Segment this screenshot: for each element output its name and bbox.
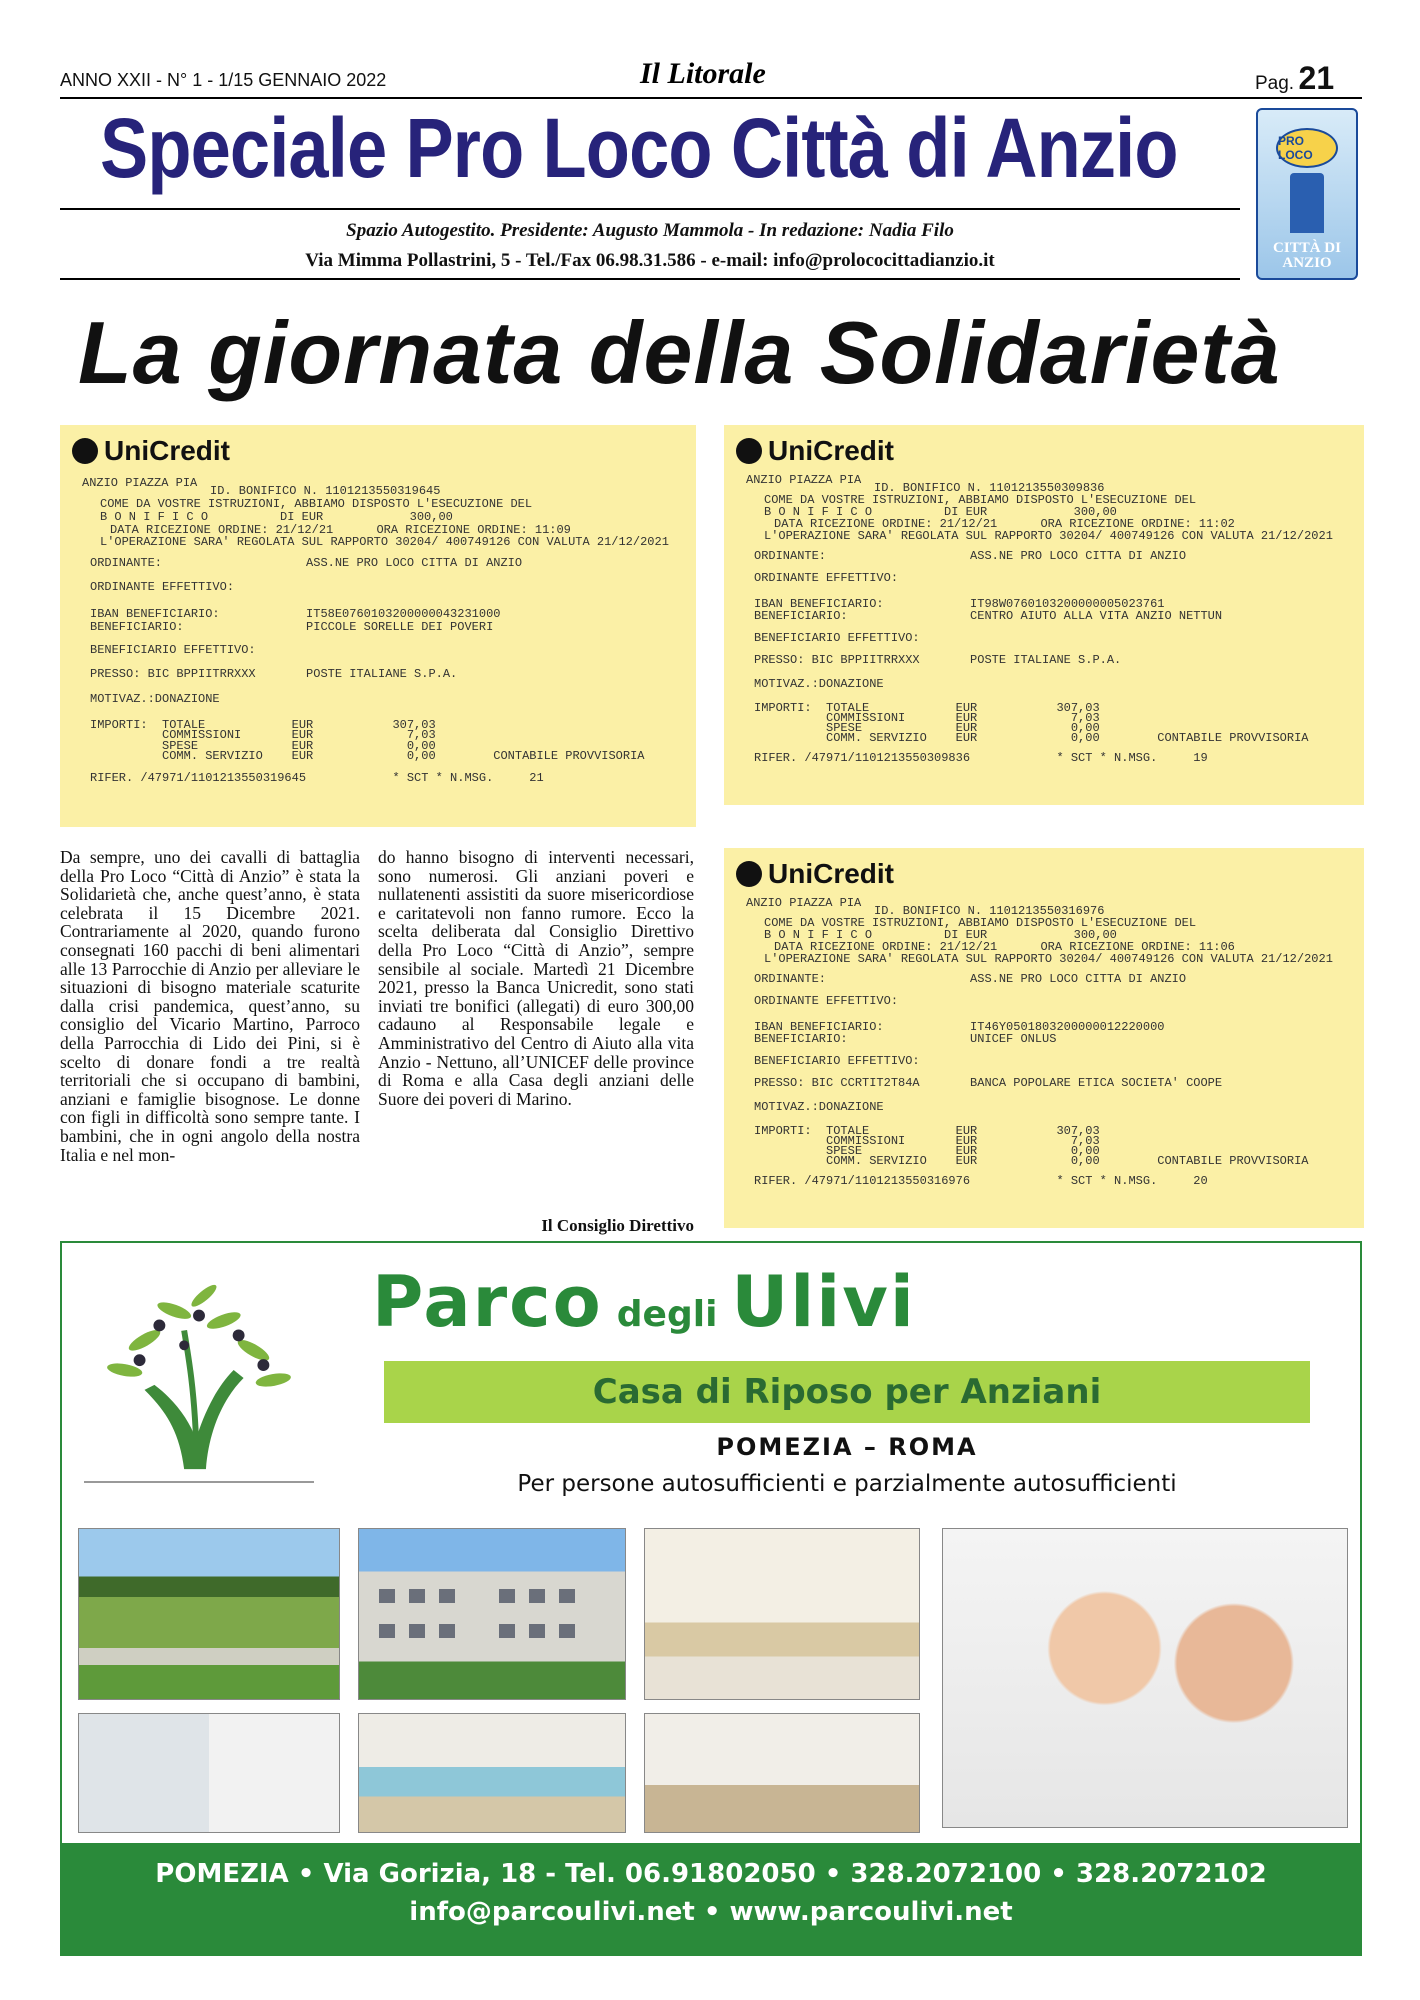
bank-receipt: [724, 425, 1364, 805]
receipt-line-imp3: SPESE EUR 0,00: [754, 1144, 1100, 1158]
elderly-couple-photo: [942, 1528, 1348, 1828]
receipt-line-id-line: ID. BONIFICO N. 1101213550316976: [874, 904, 1105, 918]
receipt-line-benef: BENEFICIARIO: CENTRO AIUTO ALLA VITA ANZIO NETTUN: [754, 609, 1223, 623]
ad-brand-part3: Ulivi: [731, 1261, 916, 1343]
bank-name: UniCredit: [768, 858, 894, 889]
receipt-line-instr2: B O N I F I C O DI EUR 300,00: [764, 928, 1117, 942]
receipt-line-presso: PRESSO: BIC BPPIITRRXXX POSTE ITALIANE S.P.A.: [754, 653, 1122, 667]
receipt-line-instr2: B O N I F I C O DI EUR 300,00: [764, 505, 1117, 519]
receipt-line-rifer: RIFER. /47971/1101213550319645 * SCT * N.MSG. 21: [90, 770, 544, 785]
receipt-line-imp3: SPESE EUR 0,00: [754, 721, 1100, 735]
credits-line: Spazio Autogestito. Presidente: Augusto Mammola - In redazione: Nadia Filo: [346, 220, 954, 241]
garden-photo: [78, 1528, 340, 1700]
ad-brand-part2: degli: [616, 1294, 718, 1335]
page-number: [1255, 60, 1334, 97]
unicredit-logo: [72, 435, 230, 467]
receipt-line-settle: L'OPERAZIONE SARA' REGOLATA SUL RAPPORTO 30204/ 400749126 CON VALUTA 21/12/2021: [764, 529, 1333, 543]
receipt-line-id-line: ID. BONIFICO N. 1101213550309836: [874, 481, 1105, 495]
ad-contacts: POMEZIA • Via Gorizia, 18 - Tel. 06.91802050 • 328.2072100 • 328.2072102: [155, 1859, 1267, 1889]
receipt-line-instr1: COME DA VOSTRE ISTRUZIONI, ABBIAMO DISPOSTO L'ESECUZIONE DEL: [764, 916, 1197, 930]
receipt-line-benef-eff: BENEFICIARIO EFFETTIVO:: [754, 631, 920, 645]
ad-banner: Casa di Riposo per Anziani: [384, 1361, 1310, 1423]
page-label: Pag.: [1255, 73, 1295, 94]
receipt-line-benef-eff: BENEFICIARIO EFFETTIVO:: [90, 643, 256, 658]
receipt-line-branch: ANZIO PIAZZA PIA: [746, 896, 862, 910]
receipt-line-ord-eff: ORDINANTE EFFETTIVO:: [90, 579, 235, 594]
article-headline: La giornata della Solidarietà: [78, 303, 1281, 402]
building-windows: [359, 1529, 626, 1700]
receipt-line-benef-eff: BENEFICIARIO EFFETTIVO:: [754, 1054, 920, 1068]
issue-info: ANNO XXII - N° 1 - 1/15 GENNAIO 2022: [60, 70, 387, 90]
room-photo: [644, 1713, 920, 1833]
receipt-line-branch: ANZIO PIAZZA PIA: [82, 475, 198, 490]
receipt-line-benef: BENEFICIARIO: UNICEF ONLUS: [754, 1032, 1057, 1046]
receipt-line-ordinante: ORDINANTE: ASS.NE PRO LOCO CITTA DI ANZIO: [754, 549, 1187, 563]
ad-footer: [62, 1843, 1360, 1956]
receipt-line-motiv: MOTIVAZ.:DONAZIONE: [754, 1100, 884, 1114]
logo-text-line3: ANZIO: [1282, 255, 1332, 272]
receipt-line-branch: ANZIO PIAZZA PIA: [746, 473, 862, 487]
receipt-line-instr2: B O N I F I C O DI EUR 300,00: [100, 509, 453, 524]
unicredit-logo: [736, 858, 894, 890]
receipt-line-imp2: COMMISSIONI EUR 7,03: [754, 1134, 1100, 1148]
receipt-line-instr1: COME DA VOSTRE ISTRUZIONI, ABBIAMO DISPOSTO L'ESECUZIONE DEL: [764, 493, 1197, 507]
top-rule: [60, 97, 1362, 99]
receipt-line-imp2: COMMISSIONI EUR 7,03: [754, 711, 1100, 725]
receipt-line-imp1: IMPORTI: TOTALE EUR 307,03: [754, 701, 1100, 715]
receipt-line-presso: PRESSO: BIC BPPIITRRXXX POSTE ITALIANE S.P.A.: [90, 666, 458, 681]
unicredit-icon: [72, 438, 98, 464]
article-column-2: do hanno bisogno di interventi necessari, sono numerosi. Gli anziani poveri e nullatenenti assistiti da suore misericordiose e caritatevoli non fanno rumore. Ecco la scelta deliberata dal Consiglio Direttivo della Pro Loco “Città di Anzio”, sempre sensibile al sociale. Martedì 21 Dicembre 2021, presso la Banca Unicredit, sono stati inviati tre bonifici (allegati) di euro 300,00 cadauno al Responsabile legale e Amministrativo del Centro di Aiuto alla vita Anzio - Nettuno, all’UNICEF delle province di Roma e alla Casa degli anziani delle Suore dei poveri di Marino.: [378, 847, 694, 1109]
ad-web: info@parcoulivi.net • www.parcoulivi.net: [409, 1897, 1013, 1927]
divider: [60, 208, 1240, 210]
divider: [60, 278, 1240, 280]
receipt-line-motiv: MOTIVAZ.:DONAZIONE: [90, 692, 220, 707]
receipt-line-dates: DATA RICEZIONE ORDINE: 21/12/21 ORA RICEZIONE ORDINE: 11:02: [774, 517, 1235, 531]
bank-name: UniCredit: [768, 435, 894, 466]
receipt-line-presso: PRESSO: BIC CCRTIT2T84A BANCA POPOLARE ETICA SOCIETA' COOPE: [754, 1076, 1223, 1090]
bank-name: UniCredit: [104, 435, 230, 466]
page-number-value: 21: [1298, 60, 1335, 96]
unicredit-logo: [736, 435, 894, 467]
bathroom-photo: [78, 1713, 340, 1833]
receipt-line-dates: DATA RICEZIONE ORDINE: 21/12/21 ORA RICEZIONE ORDINE: 11:06: [774, 940, 1235, 954]
receipt-line-iban: IBAN BENEFICIARIO: IT46Y0501803200000012220000: [754, 1020, 1165, 1034]
bank-receipt: [724, 848, 1364, 1228]
article-column-1: Da sempre, uno dei cavalli di battaglia della Pro Loco “Città di Anzio” è stata la Solidarietà che, anche quest’anno, è stata celebrata il 15 Dicembre 2021. Contrariamente al 2020, quando furono consegnati 160 pacchi di beni alimentari alle 13 Parrocchie di Anzio per alleviare le situazioni di bisogno materiale scaturite dalla crisi pandemica, quest’anno, su consiglio del Vicario Martino, Parroco della Parrocchia di Lido dei Pini, si è scelto di donare fondi a tre realtà territoriali che si occupano di bambini, anziani e famiglie bisognose. Le donne con figli in difficoltà sono sempre tante. I bambini, che in ogni angolo della nostra Italia e nel mon-: [60, 847, 360, 1165]
column-icon: [1290, 173, 1324, 233]
receipt-line-rifer: RIFER. /47971/1101213550309836 * SCT * N.MSG. 19: [754, 751, 1208, 765]
receipt-line-imp2: COMMISSIONI EUR 7,03: [90, 728, 436, 743]
receipt-line-rifer: RIFER. /47971/1101213550316976 * SCT * N.MSG. 20: [754, 1174, 1208, 1188]
ad-brand-part1: Parco: [372, 1261, 603, 1343]
bank-receipt: [60, 425, 696, 827]
dining-room-photo: [644, 1528, 920, 1700]
receipt-line-settle: L'OPERAZIONE SARA' REGOLATA SUL RAPPORTO 30204/ 400749126 CON VALUTA 21/12/2021: [764, 952, 1333, 966]
olive-tree-icon: [84, 1271, 314, 1483]
advertisement: [60, 1241, 1362, 1956]
receipt-line-imp4: COMM. SERVIZIO EUR 0,00 CONTABILE PROVVISORIA: [754, 1154, 1309, 1168]
bedroom-photo: [358, 1713, 626, 1833]
receipt-line-dates: DATA RICEZIONE ORDINE: 21/12/21 ORA RICEZIONE ORDINE: 11:09: [110, 522, 571, 537]
article-signature: Il Consiglio Direttivo: [541, 1216, 694, 1235]
paper-name: Il Litorale: [640, 57, 766, 90]
address-line: Via Mimma Pollastrini, 5 - Tel./Fax 06.98.31.586 - e-mail: info@prolococittadianzio.it: [305, 250, 995, 271]
receipt-line-iban: IBAN BENEFICIARIO: IT98W0760103200000005023761: [754, 597, 1165, 611]
receipt-line-ordinante: ORDINANTE: ASS.NE PRO LOCO CITTA DI ANZIO: [90, 556, 523, 571]
receipt-line-imp1: IMPORTI: TOTALE EUR 307,03: [754, 1124, 1100, 1138]
receipt-line-iban: IBAN BENEFICIARIO: IT58E0760103200000043231000: [90, 607, 501, 622]
logo-text-line2: CITTÀ DI: [1273, 239, 1341, 256]
unicredit-icon: [736, 438, 762, 464]
ad-description: Per persone autosufficienti e parzialmente autosufficienti: [517, 1471, 1177, 1497]
receipt-line-ord-eff: ORDINANTE EFFETTIVO:: [754, 571, 899, 585]
unicredit-icon: [736, 861, 762, 887]
building-photo: [358, 1528, 626, 1700]
receipt-line-imp3: SPESE EUR 0,00: [90, 738, 436, 753]
receipt-line-imp4: COMM. SERVIZIO EUR 0,00 CONTABILE PROVVISORIA: [754, 731, 1309, 745]
receipt-line-settle: L'OPERAZIONE SARA' REGOLATA SUL RAPPORTO 30204/ 400749126 CON VALUTA 21/12/2021: [100, 535, 669, 550]
receipt-line-imp4: COMM. SERVIZIO EUR 0,00 CONTABILE PROVVISORIA: [90, 749, 645, 764]
section-title: Speciale Pro Loco Città di Anzio: [100, 101, 1178, 195]
pro-loco-logo: [1256, 108, 1358, 280]
logo-badge: PRO LOCO: [1276, 128, 1338, 168]
ad-city: POMEZIA – ROMA: [716, 1433, 978, 1461]
receipt-line-instr1: COME DA VOSTRE ISTRUZIONI, ABBIAMO DISPOSTO L'ESECUZIONE DEL: [100, 497, 533, 512]
receipt-line-id-line: ID. BONIFICO N. 1101213550319645: [210, 484, 441, 499]
receipt-line-ord-eff: ORDINANTE EFFETTIVO:: [754, 994, 899, 1008]
receipt-line-motiv: MOTIVAZ.:DONAZIONE: [754, 677, 884, 691]
receipt-line-ordinante: ORDINANTE: ASS.NE PRO LOCO CITTA DI ANZIO: [754, 972, 1187, 986]
receipt-line-imp1: IMPORTI: TOTALE EUR 307,03: [90, 717, 436, 732]
receipt-line-benef: BENEFICIARIO: PICCOLE SORELLE DEI POVERI: [90, 620, 494, 635]
ad-brand-name: [372, 1261, 916, 1343]
